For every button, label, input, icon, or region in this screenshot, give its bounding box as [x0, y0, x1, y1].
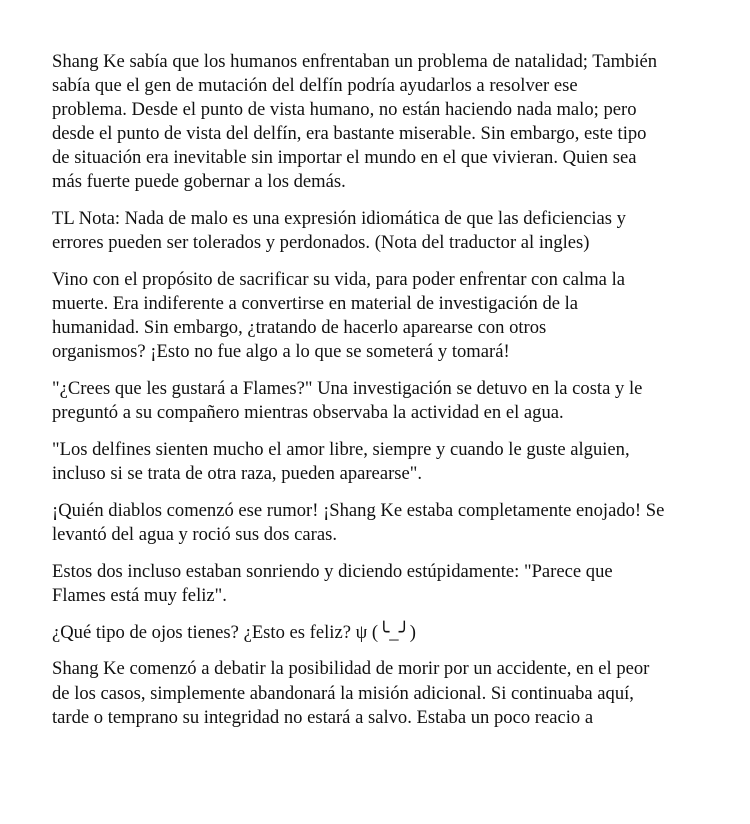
- paragraph-9: [52, 657, 717, 729]
- paragraph-8: [52, 621, 717, 645]
- text-line: incluso si se trata de otra raza, pueden aparearse".: [52, 463, 422, 485]
- text-line: desde el punto de vista del delfín, era bastante miserable. Sin embargo, este tipo: [52, 123, 647, 145]
- text-line: tarde o temprano su integridad no estará a salvo. Estaba un poco reacio a: [52, 706, 594, 728]
- text-line: Flames está muy feliz".: [52, 584, 227, 606]
- text-line: sabía que el gen de mutación del delfín podría ayudarlos a resolver ese: [52, 75, 578, 97]
- document-body: [52, 50, 717, 742]
- text-line: ¡Quién diablos comenzó ese rumor! ¡Shang Ke estaba completamente enojado! Se: [52, 499, 665, 521]
- paragraph-3: [52, 268, 717, 364]
- text-line: Shang Ke sabía que los humanos enfrentaban un problema de natalidad; También: [52, 51, 658, 72]
- paragraph-4: [52, 377, 717, 425]
- paragraph-7: [52, 560, 717, 608]
- text-line: "Los delfines sienten mucho el amor libre, siempre y cuando le guste alguien,: [52, 439, 630, 461]
- text-line: errores pueden ser tolerados y perdonados. (Nota del traductor al ingles): [52, 232, 590, 254]
- text-line: levantó del agua y roció sus dos caras.: [52, 524, 338, 546]
- text-line: humanidad. Sin embargo, ¿tratando de hacerlo aparearse con otros: [52, 317, 547, 339]
- text-line: Shang Ke comenzó a debatir la posibilidad de morir por un accidente, en el peor: [52, 658, 650, 680]
- paragraph-6: [52, 499, 717, 547]
- text-line: organismos? ¡Esto no fue algo a lo que se someterá y tomará!: [52, 341, 510, 363]
- text-line: "¿Crees que les gustará a Flames?" Una investigación se detuvo en la costa y le: [52, 378, 643, 400]
- text-line: problema. Desde el punto de vista humano, no están haciendo nada malo; pero: [52, 99, 637, 121]
- paragraph-1: [52, 50, 717, 195]
- text-line: más fuerte puede gobernar a los demás.: [52, 171, 346, 193]
- paragraph-5: [52, 438, 717, 486]
- text-line: Estos dos incluso estaban sonriendo y diciendo estúpidamente: "Parece que: [52, 560, 613, 582]
- text-line: ¿Qué tipo de ojos tienes? ¿Esto es feliz? ψ (╰_╯): [52, 621, 416, 643]
- text-line: preguntó a su compañero mientras observaba la actividad en el agua.: [52, 402, 564, 424]
- text-line: de situación era inevitable sin importar el mundo en el que vivieran. Quien sea: [52, 147, 637, 169]
- text-line: TL Nota: Nada de malo es una expresión idiomática de que las deficiencias y: [52, 208, 626, 230]
- translator-note-paragraph: [52, 207, 717, 255]
- text-line: Vino con el propósito de sacrificar su vida, para poder enfrentar con calma la: [52, 269, 625, 291]
- text-line: muerte. Era indiferente a convertirse en material de investigación de la: [52, 293, 579, 315]
- text-line: de los casos, simplemente abandonará la misión adicional. Si continuaba aquí,: [52, 682, 634, 704]
